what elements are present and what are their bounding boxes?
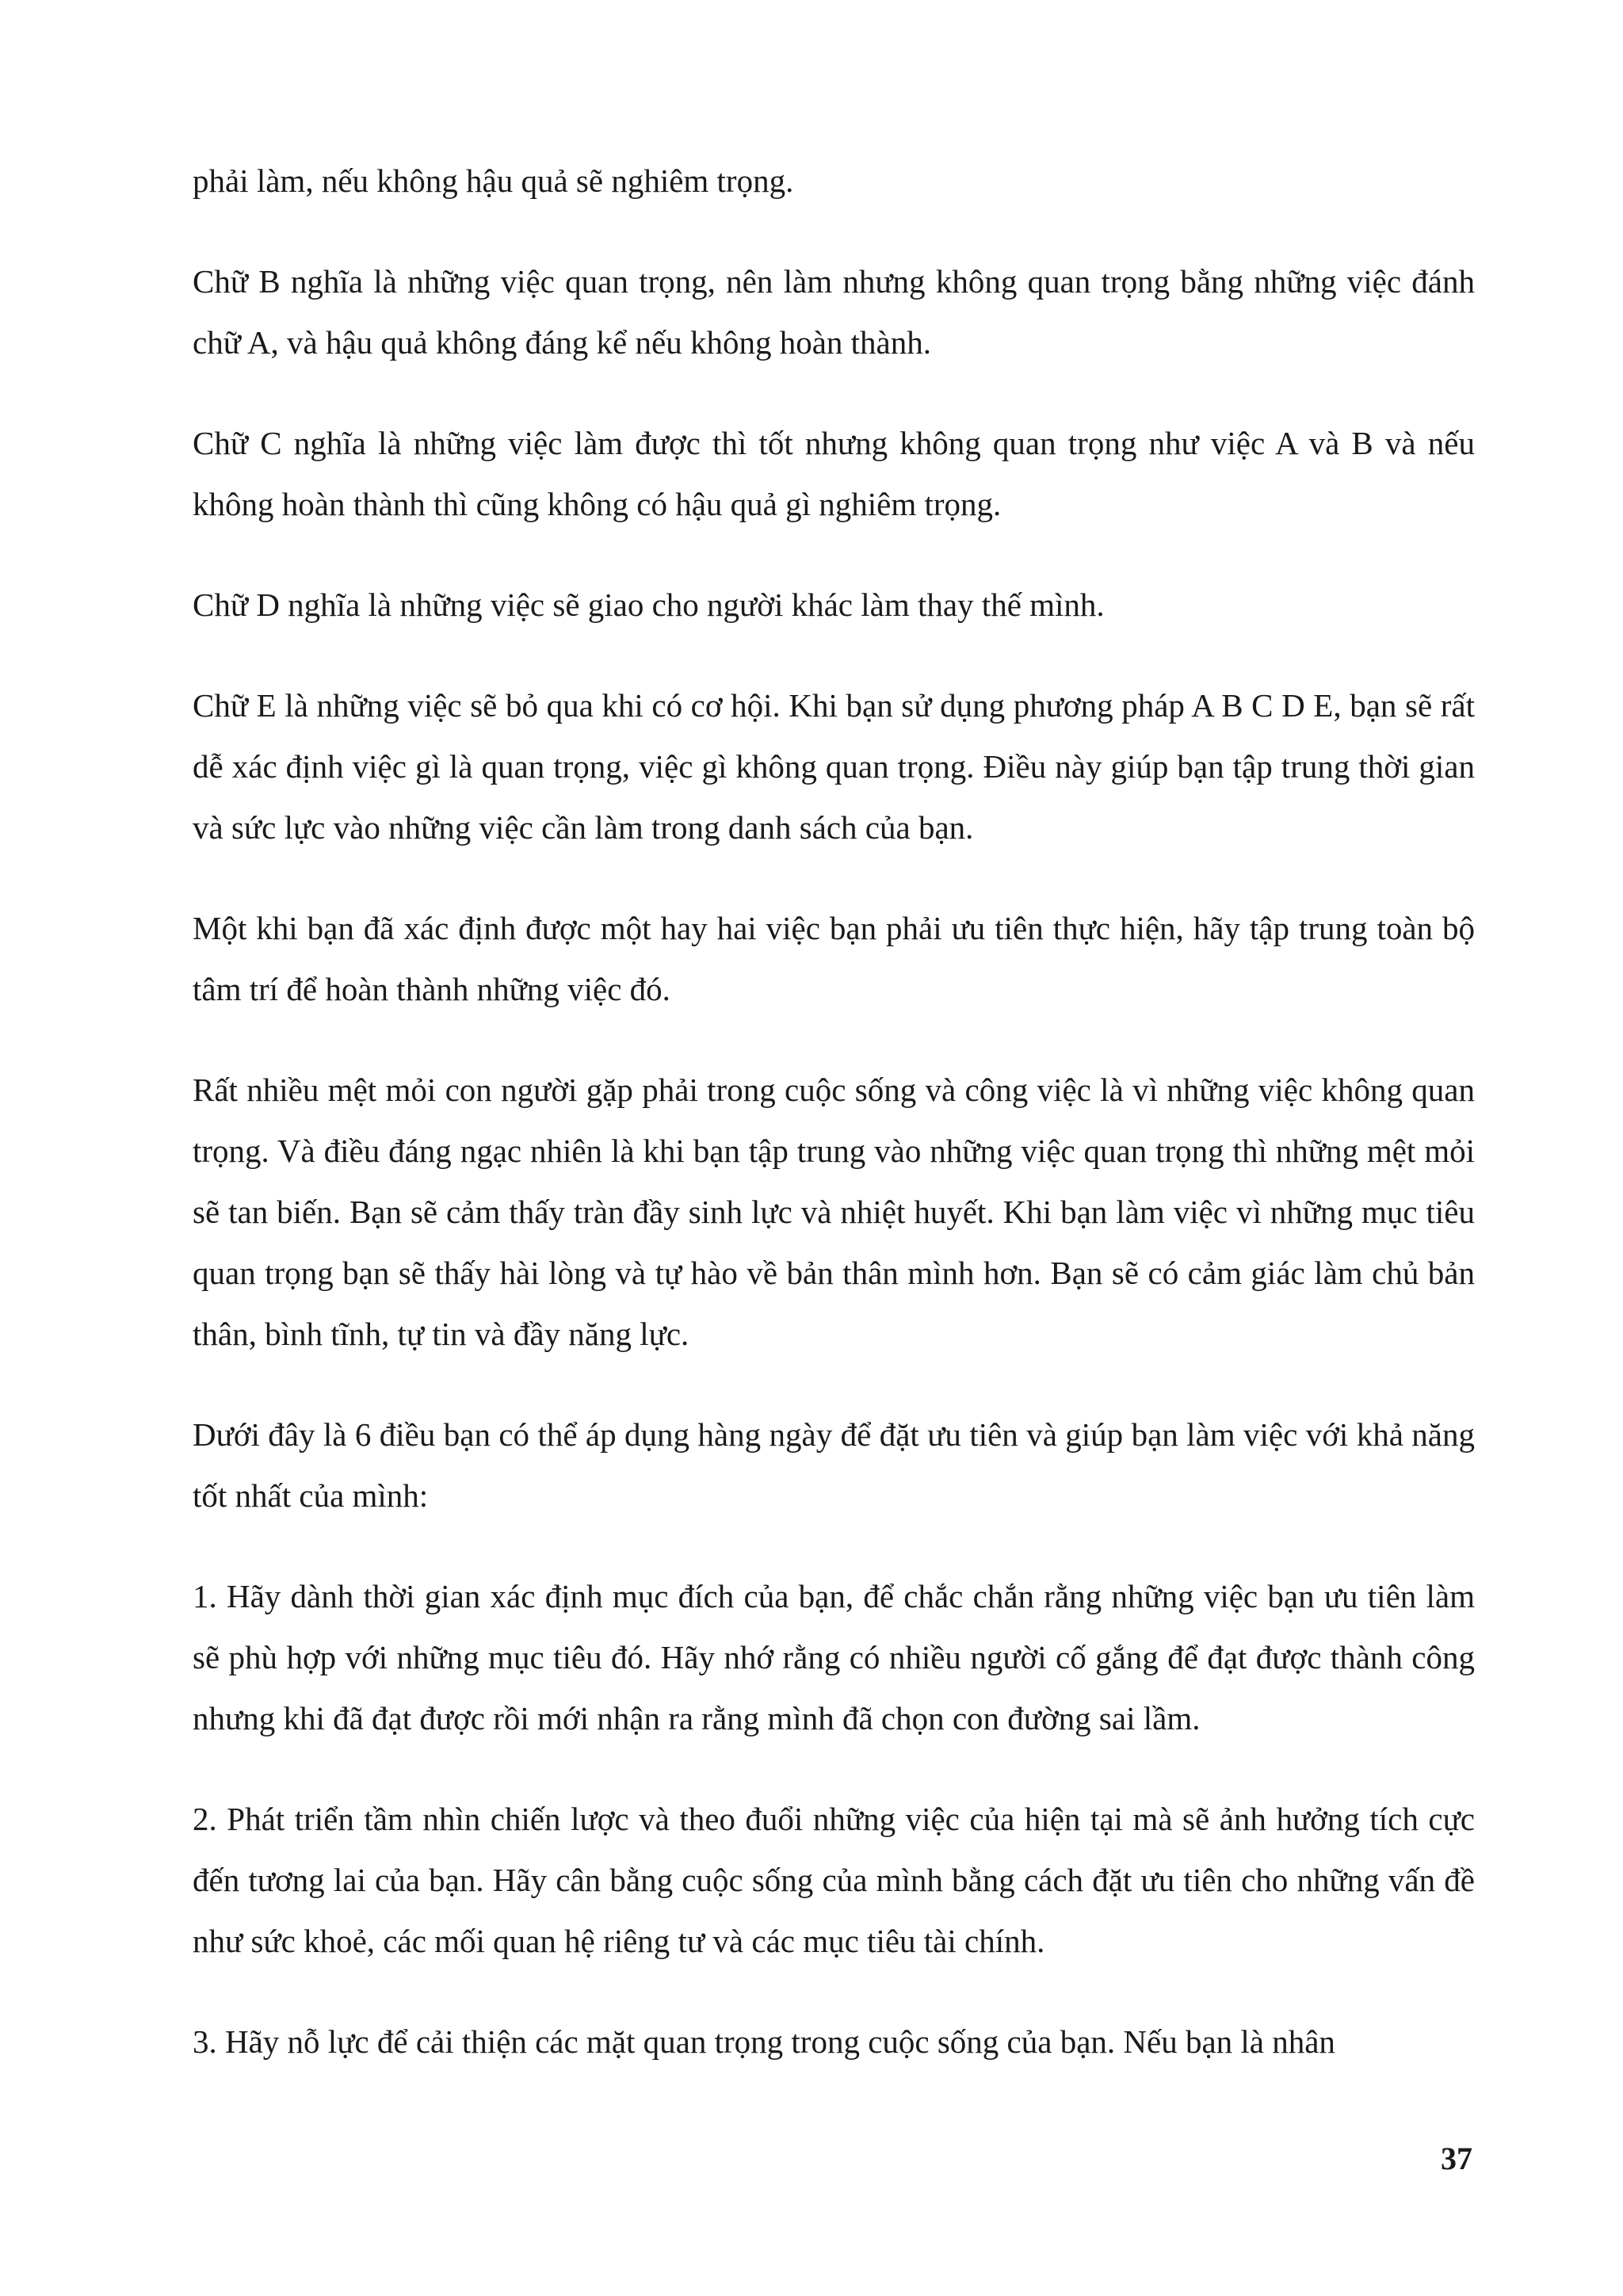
paragraph-letter-b: Chữ B nghĩa là những việc quan trọng, nên làm nhưng không quan trọng bằng những việc đánh chữ A, và hậu quả không đáng kể nếu không hoàn thành. [193, 263, 1475, 361]
page-body [193, 151, 1475, 2112]
paragraph-fatigue: Rất nhiều mệt mỏi con người gặp phải trong cuộc sống và công việc là vì những việc không quan trọng. Và điều đáng ngạc nhiên là khi bạn tập trung vào những việc quan trọng thì những mệt mỏi sẽ tan biến. Bạn sẽ cảm thấy tràn đầy sinh lực và nhiệt huyết. Khi bạn làm việc vì những mục tiêu quan trọng bạn sẽ thấy hài lòng và tự hào về bản thân mình hơn. Bạn sẽ có cảm giác làm chủ bản thân, bình tĩnh, tự tin và đầy năng lực. [193, 1072, 1475, 1352]
page-number: 37 [1441, 2141, 1472, 2176]
list-item-1: 1. Hãy dành thời gian xác định mục đích của bạn, để chắc chắn rằng những việc bạn ưu tiên làm sẽ phù hợp với những mục tiêu đó. Hãy nhớ rằng có nhiều người cố gắng để đạt được thành công nhưng khi đã đạt được rồi mới nhận ra rằng mình đã chọn con đường sai lầm. [193, 1578, 1475, 1736]
paragraph-letter-d: Chữ D nghĩa là những việc sẽ giao cho người khác làm thay thế mình. [193, 586, 1105, 623]
paragraph-priority-focus: Một khi bạn đã xác định được một hay hai việc bạn phải ưu tiên thực hiện, hãy tập trung toàn bộ tâm trí để hoàn thành những việc đó. [193, 910, 1475, 1007]
list-item-3: 3. Hãy nỗ lực để cải thiện các mặt quan trọng trong cuộc sống của bạn. Nếu bạn là nhân [193, 2023, 1335, 2060]
paragraph-continuation: phải làm, nếu không hậu quả sẽ nghiêm trọng. [193, 162, 794, 199]
paragraph-letter-e: Chữ E là những việc sẽ bỏ qua khi có cơ hội. Khi bạn sử dụng phương pháp A B C D E, bạn sẽ rất dễ xác định việc gì là quan trọng, việc gì không quan trọng. Điều này giúp bạn tập trung thời gian và sức lực vào những việc cần làm trong danh sách của bạn. [193, 687, 1475, 846]
paragraph-letter-c: Chữ C nghĩa là những việc làm được thì tốt nhưng không quan trọng như việc A và B và nếu không hoàn thành thì cũng không có hậu quả gì nghiêm trọng. [193, 425, 1475, 522]
paragraph-six-tips-intro: Dưới đây là 6 điều bạn có thể áp dụng hàng ngày để đặt ưu tiên và giúp bạn làm việc với khả năng tốt nhất của mình: [193, 1416, 1475, 1514]
list-item-2: 2. Phát triển tầm nhìn chiến lược và theo đuổi những việc của hiện tại mà sẽ ảnh hưởng tích cực đến tương lai của bạn. Hãy cân bằng cuộc sống của mình bằng cách đặt ưu tiên cho những vấn đề như sức khoẻ, các mối quan hệ riêng tư và các mục tiêu tài chính. [193, 1801, 1475, 1959]
